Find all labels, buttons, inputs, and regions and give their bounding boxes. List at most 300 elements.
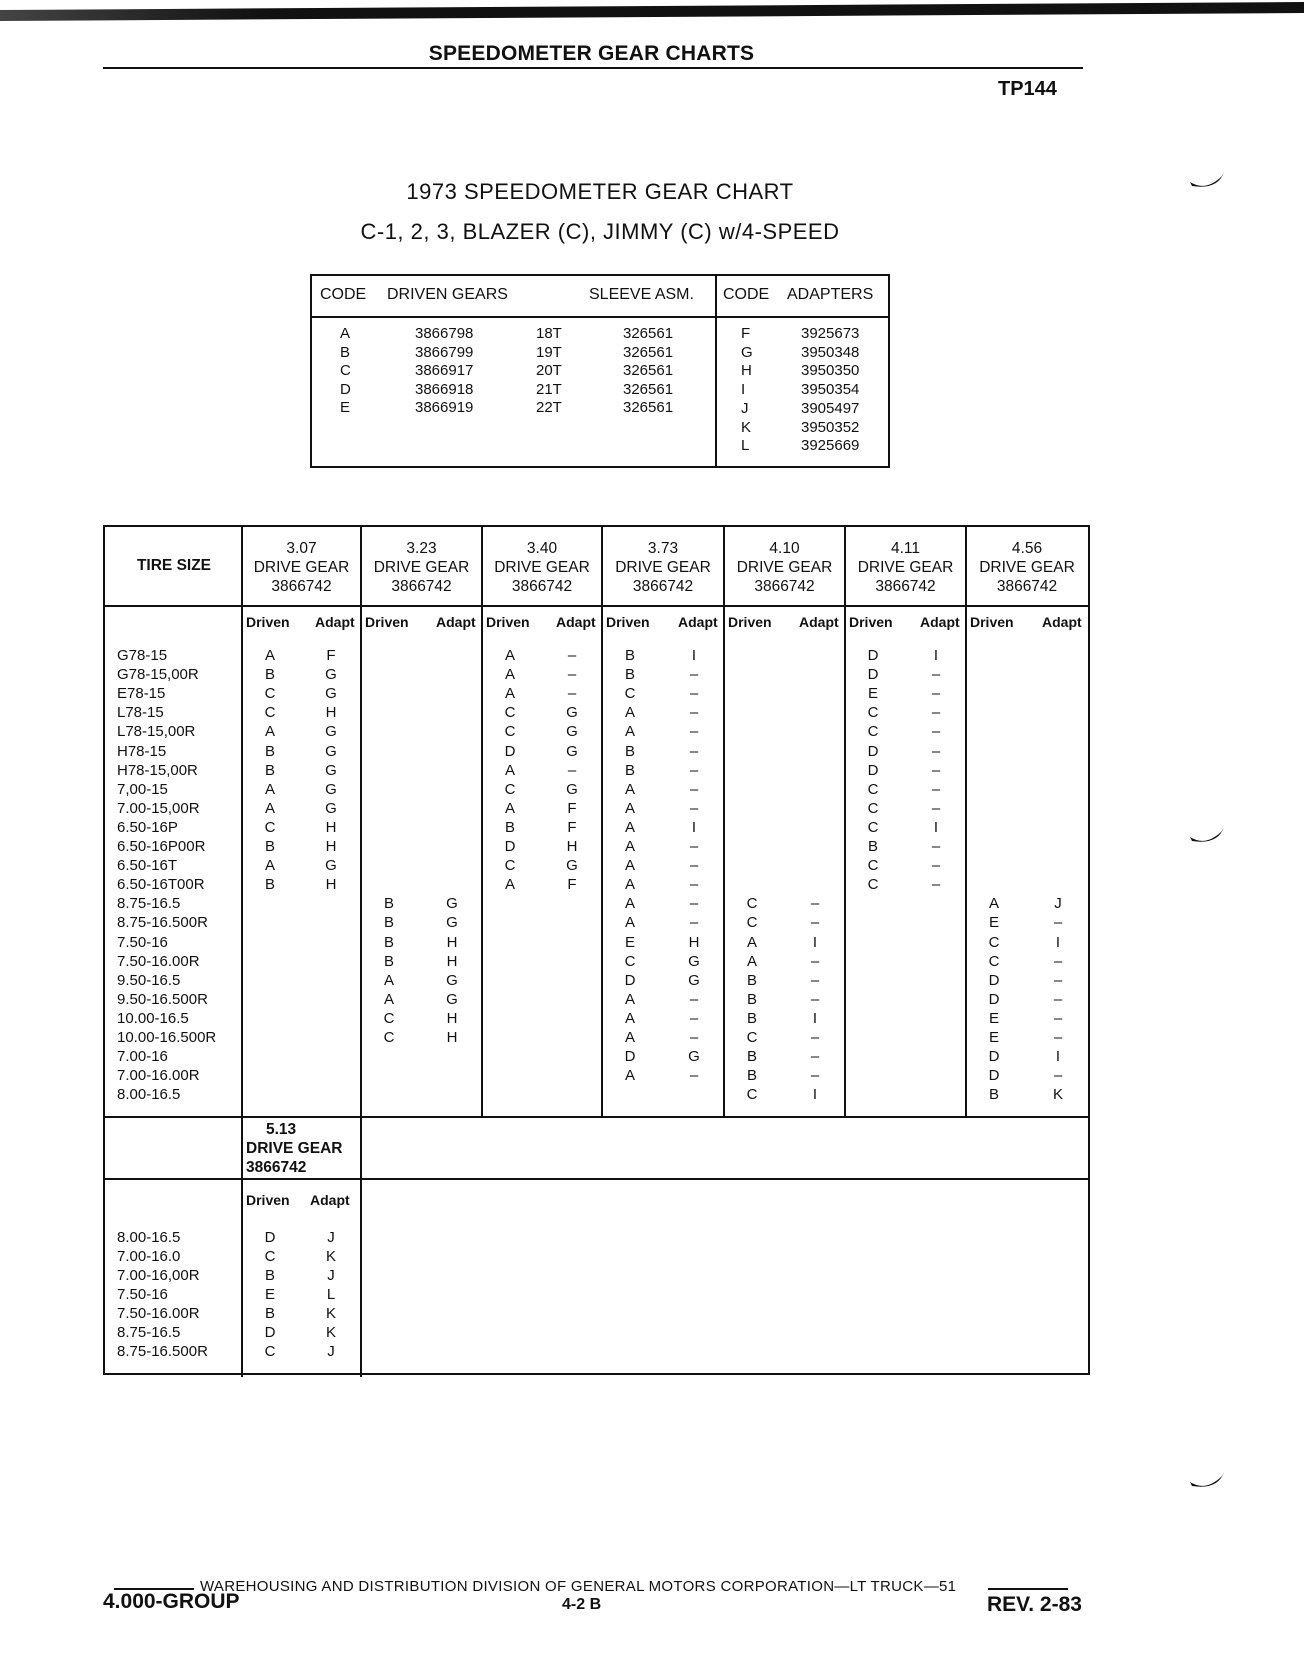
- driven-code-cell: C: [746, 1029, 758, 1046]
- adapt-subheader: Adapt: [556, 614, 596, 630]
- driven-code-cell: B: [504, 818, 515, 836]
- driven-code-cell: B: [624, 647, 635, 664]
- tire-size: 7.50-16.00R: [117, 1305, 200, 1322]
- driven-code-cell: B: [264, 666, 275, 684]
- code-table-header: [312, 276, 888, 318]
- adapter-code-cell: –: [567, 685, 577, 703]
- adapter-part-number: 3950354: [801, 381, 860, 399]
- adapter-code-cell: –: [689, 685, 699, 703]
- adapt-subheader: Adapt: [315, 614, 355, 630]
- driven-subheader: Driven: [246, 1192, 290, 1208]
- sleeve-part-number: 326561: [623, 325, 674, 342]
- gear-ratio-table: [103, 525, 1090, 1375]
- adapter-code-cell: –: [689, 895, 699, 913]
- tire-size: H78-15: [117, 742, 167, 760]
- driven-code-cell: B: [383, 933, 394, 951]
- drive-gear-header: [724, 539, 845, 596]
- tire-size: 8.75-16.5: [117, 895, 181, 913]
- driven-code-cell: A: [383, 990, 394, 1008]
- driven-code: C: [340, 362, 351, 379]
- adapter-code-cell: I: [812, 933, 818, 951]
- driven-code-cell: C: [264, 818, 276, 836]
- column-divider: [360, 1116, 362, 1377]
- driven-code-cell: A: [504, 799, 515, 817]
- adapter-code-cell: –: [1053, 1009, 1063, 1027]
- header-rule: [105, 605, 1088, 607]
- tire-size: 8.00-16.5: [117, 1229, 181, 1246]
- driven-code: D: [340, 380, 351, 398]
- adapter-code: G: [741, 343, 753, 361]
- driven-code-cell: A: [264, 723, 275, 741]
- adapter-code-cell: G: [566, 704, 578, 722]
- adapter-code-cell: –: [931, 723, 941, 741]
- driven-code-cell: A: [504, 647, 515, 664]
- driven-teeth: 22T: [536, 399, 562, 416]
- driven-subheader: Driven: [728, 614, 772, 630]
- adapter-code-cell: H: [688, 933, 700, 951]
- driven-code-cell: B: [624, 742, 635, 760]
- tire-size: H78-15,00R: [117, 761, 198, 779]
- adapter-code-cell: –: [689, 799, 699, 817]
- tire-size: 9.50-16.5: [117, 971, 181, 989]
- adapter-code-cell: G: [446, 990, 458, 1008]
- tire-size: 6.50-16P: [117, 818, 178, 836]
- sleeve-part-number: 326561: [623, 343, 674, 361]
- gear-ratio: 3.23: [406, 540, 437, 557]
- driven-code-cell: A: [264, 857, 275, 875]
- driven-code-cell: B: [746, 990, 757, 1008]
- tire-size: 8.75-16.5: [117, 1324, 181, 1341]
- tire-size: G78-15,00R: [117, 666, 199, 684]
- tire-size: 9.50-16.500R: [117, 990, 208, 1008]
- tire-size: 8.75-16.500R: [117, 914, 208, 932]
- driven-code-cell: B: [264, 1267, 275, 1284]
- adapter-code-cell: –: [931, 799, 941, 817]
- adapter-code-cell: –: [1053, 1029, 1063, 1046]
- driven-code-cell: A: [624, 990, 635, 1008]
- adapt-subheader: Adapt: [920, 614, 960, 630]
- tire-size: 7.00-16,00R: [117, 1267, 200, 1284]
- driven-code-cell: B: [746, 971, 757, 989]
- column-divider: [723, 527, 725, 1116]
- footer-division: WAREHOUSING AND DISTRIBUTION DIVISION OF GENERAL MOTORS CORPORATION—LT TRUCK—51: [200, 1578, 957, 1595]
- driven-code: E: [340, 399, 351, 416]
- driven-code-cell: A: [624, 838, 635, 855]
- page-code: TP144: [998, 78, 1057, 100]
- tire-size: 8.75-16.500R: [117, 1343, 208, 1360]
- driven-code-cell: A: [624, 1009, 635, 1027]
- column-divider: [601, 527, 603, 1116]
- driven-part-number: 3866917: [415, 362, 474, 379]
- driven-code-cell: A: [746, 933, 757, 951]
- adapter-code-cell: K: [1052, 1086, 1063, 1104]
- driven-code-cell: A: [624, 704, 635, 722]
- tire-size: 7.00-16.00R: [117, 1067, 200, 1085]
- adapter-part-number: 3950348: [801, 343, 860, 361]
- driven-subheader: Driven: [606, 614, 650, 630]
- adapter-row: [717, 436, 887, 455]
- driven-teeth: 21T: [536, 380, 562, 398]
- adapter-code-cell: –: [931, 666, 941, 684]
- driven-code-cell: A: [504, 685, 515, 703]
- driven-gear-row: [312, 324, 712, 343]
- driven-part-number: 3866918: [415, 380, 474, 398]
- adapter-code-cell: K: [325, 1324, 336, 1341]
- driven-code-cell: D: [504, 742, 516, 760]
- driven-code-cell: B: [383, 952, 394, 970]
- tire-size: 7.50-16: [117, 1286, 168, 1303]
- gear-ratio: 4.10: [769, 540, 800, 557]
- adapter-code-cell: K: [325, 1305, 336, 1322]
- driven-code: B: [340, 343, 351, 361]
- driven-code-cell: C: [867, 818, 879, 836]
- adapter-code-cell: –: [689, 704, 699, 722]
- driven-code-cell: C: [867, 723, 879, 741]
- driven-code-cell: E: [988, 1009, 999, 1027]
- driven-code-cell: A: [624, 780, 635, 798]
- adapter-code-cell: –: [810, 990, 820, 1008]
- footer-rule-right: [988, 1588, 1068, 1590]
- drive-gear-label: DRIVE GEAR: [979, 559, 1075, 576]
- adapter-code-cell: J: [327, 1229, 335, 1246]
- footer-page: 4-2 B: [562, 1596, 602, 1613]
- driven-code-cell: C: [504, 780, 516, 798]
- driven-code-cell: B: [624, 761, 635, 779]
- drive-gear-label: DRIVE GEAR: [373, 559, 470, 576]
- driven-code-cell: C: [988, 952, 1000, 970]
- adapt-subheader: Adapt: [678, 614, 718, 630]
- header-rule: [103, 67, 1083, 69]
- driven-subheader: Driven: [970, 614, 1014, 630]
- tire-size: 7.50-16.00R: [117, 952, 200, 970]
- adapter-code-cell: –: [931, 761, 941, 779]
- driven-code-cell: A: [624, 876, 635, 894]
- adapter-code-cell: G: [566, 780, 578, 798]
- adapter-code-cell: –: [1053, 952, 1063, 970]
- driven-gears-header: DRIVEN GEARS: [387, 286, 508, 303]
- driven-code-cell: D: [988, 990, 1000, 1008]
- adapter-code-cell: –: [567, 647, 577, 664]
- adapter-code-cell: G: [688, 971, 700, 989]
- adapter-code-cell: J: [327, 1343, 335, 1360]
- adapter-code-cell: –: [689, 838, 699, 855]
- adapter-code-cell: H: [446, 952, 458, 970]
- driven-subheader: Driven: [365, 614, 409, 630]
- adapter-code-cell: –: [931, 838, 941, 855]
- driven-code-cell: B: [746, 1048, 757, 1066]
- sleeve-part-number: 326561: [623, 399, 674, 416]
- driven-gear-row: [312, 361, 712, 380]
- drive-gear-part: 3866742: [996, 578, 1058, 595]
- driven-code-cell: B: [264, 742, 275, 760]
- driven-code-cell: C: [624, 685, 636, 703]
- drive-gear-header: [242, 539, 361, 596]
- adapter-code-cell: I: [812, 1009, 818, 1027]
- driven-code-cell: C: [264, 685, 276, 703]
- driven-code-cell: A: [624, 857, 635, 875]
- driven-code-cell: D: [624, 1048, 636, 1066]
- adapter-code-cell: K: [325, 1248, 336, 1265]
- adapter-part-number: 3905497: [801, 399, 860, 417]
- adapter-code-cell: I: [933, 647, 939, 664]
- driven-code-cell: C: [867, 857, 879, 875]
- adapter-code-cell: H: [446, 1029, 458, 1046]
- adapter-code-cell: –: [931, 876, 941, 894]
- driven-code-cell: A: [264, 647, 275, 664]
- section-rule: [105, 1116, 1088, 1118]
- driven-code-cell: C: [624, 952, 636, 970]
- binder-hole-mark: [1188, 825, 1228, 849]
- adapters-header: ADAPTERS: [787, 286, 874, 303]
- adapter-code-cell: G: [325, 666, 337, 684]
- page-header-title: SPEEDOMETER GEAR CHARTS: [428, 42, 755, 65]
- drive-gear-label: DRIVE GEAR: [857, 559, 954, 576]
- adapter-code-cell: –: [689, 666, 699, 684]
- driven-code-cell: B: [383, 895, 394, 913]
- code-header: CODE: [320, 286, 367, 303]
- adapter-code-cell: G: [325, 723, 337, 741]
- tire-size: 8.00-16.5: [117, 1086, 181, 1104]
- driven-teeth: 18T: [536, 325, 562, 342]
- column-divider: [844, 527, 846, 1116]
- adapt-subheader: Adapt: [799, 614, 839, 630]
- sleeve-part-number: 326561: [623, 380, 674, 398]
- driven-code-cell: D: [867, 761, 879, 779]
- adapter-code-cell: F: [326, 647, 336, 664]
- adapter-code-cell: G: [688, 1048, 700, 1066]
- chart-title: 1973 SPEEDOMETER GEAR CHART: [406, 179, 794, 204]
- driven-code-cell: B: [264, 838, 275, 855]
- driven-code-cell: C: [264, 704, 276, 722]
- section2-header-rule: [105, 1178, 1088, 1180]
- gear-ratio: 5.13: [266, 1121, 297, 1138]
- adapter-code-cell: F: [567, 876, 577, 894]
- adapter-code-cell: G: [446, 895, 458, 913]
- driven-gear-row: [312, 398, 712, 417]
- tire-size: 7.00-16.0: [117, 1248, 181, 1265]
- tire-size-header: TIRE SIZE: [136, 557, 212, 574]
- tire-size: 6.50-16P00R: [117, 838, 206, 855]
- adapter-code-cell: –: [810, 952, 820, 970]
- adapter-part-number: 3950350: [801, 362, 860, 380]
- driven-code-cell: A: [624, 1029, 635, 1046]
- adapter-code-cell: –: [689, 1029, 699, 1046]
- driven-code-cell: C: [988, 933, 1000, 951]
- drive-gear-header: [602, 539, 724, 596]
- adapter-code: F: [741, 325, 751, 342]
- driven-code-cell: B: [988, 1086, 999, 1104]
- driven-code-cell: C: [867, 876, 879, 894]
- driven-code-cell: D: [988, 1048, 1000, 1066]
- adapter-code-cell: G: [446, 914, 458, 932]
- adapter-row: [717, 324, 887, 343]
- driven-code-cell: E: [264, 1286, 275, 1303]
- driven-code-cell: B: [867, 838, 878, 855]
- adapter-code-cell: –: [689, 1067, 699, 1085]
- adapter-code-cell: G: [325, 799, 337, 817]
- driven-code-cell: E: [624, 933, 635, 951]
- driven-code-cell: A: [504, 876, 515, 894]
- footer-group: 4.000-GROUP: [103, 1590, 240, 1613]
- adapter-code-cell: G: [566, 742, 578, 760]
- column-divider: [965, 527, 967, 1116]
- driven-code-cell: D: [867, 742, 879, 760]
- driven-gear-row: [312, 380, 712, 399]
- adapter-code-cell: J: [1054, 895, 1062, 913]
- driven-code-cell: A: [624, 723, 635, 741]
- adapter-code-cell: G: [325, 685, 337, 703]
- adapter-code-cell: –: [931, 857, 941, 875]
- gear-ratio: 4.56: [1011, 540, 1043, 557]
- driven-code-cell: D: [624, 971, 636, 989]
- driven-subheader: Driven: [486, 614, 530, 630]
- driven-teeth: 20T: [536, 362, 562, 379]
- driven-part-number: 3866799: [415, 343, 474, 361]
- adapter-code-cell: –: [689, 780, 699, 798]
- adapter-code-cell: H: [325, 818, 337, 836]
- adapter-code-cell: –: [810, 895, 820, 913]
- adapter-code-cell: G: [325, 742, 337, 760]
- driven-code-cell: D: [504, 838, 516, 855]
- driven-part-number: 3866798: [415, 325, 474, 342]
- adapter-code-cell: I: [1055, 933, 1061, 951]
- adapter-code-cell: L: [326, 1286, 336, 1303]
- adapter-code-cell: –: [810, 1048, 820, 1066]
- driven-code-cell: E: [867, 685, 878, 703]
- driven-code-cell: D: [988, 1067, 1000, 1085]
- adapter-row: [717, 418, 887, 437]
- adapter-row: [717, 361, 887, 380]
- adapter-code-cell: H: [325, 838, 337, 855]
- driven-teeth: 19T: [536, 343, 562, 361]
- drive-gear-header: [966, 539, 1088, 596]
- adapter-code-cell: G: [688, 952, 700, 970]
- column-divider: [481, 527, 483, 1116]
- driven-code-cell: C: [867, 780, 879, 798]
- adapter-row: [717, 399, 887, 418]
- driven-code-cell: B: [383, 914, 394, 932]
- code-table: [310, 274, 890, 468]
- gear-ratio: 4.11: [890, 540, 921, 557]
- adapter-code-cell: –: [689, 990, 699, 1008]
- adapt-subheader: Adapt: [436, 614, 476, 630]
- adapter-code: I: [741, 381, 746, 399]
- adapter-code-cell: I: [812, 1086, 818, 1104]
- adapter-code-cell: I: [933, 818, 939, 836]
- adapter-code-cell: H: [325, 876, 337, 894]
- adapter-code-cell: –: [689, 857, 699, 875]
- adapter-code: H: [741, 362, 752, 380]
- driven-code-cell: C: [504, 704, 516, 722]
- column-divider: [241, 527, 243, 1377]
- code2-header: CODE: [723, 286, 770, 303]
- driven-code-cell: C: [867, 799, 879, 817]
- adapter-code-cell: –: [931, 704, 941, 722]
- adapter-code-cell: G: [446, 971, 458, 989]
- adapter-code-cell: –: [689, 723, 699, 741]
- drive-gear-header: [361, 539, 482, 596]
- adapter-code-cell: –: [689, 876, 699, 894]
- top-scan-bar: [0, 2, 1304, 21]
- binder-hole-mark: [1188, 1470, 1228, 1494]
- sleeve-header: SLEEVE ASM.: [589, 286, 694, 303]
- adapter-code-cell: –: [567, 666, 577, 684]
- adapter-code-cell: –: [689, 1009, 699, 1027]
- driven-code-cell: A: [624, 914, 635, 932]
- adapter-code-cell: –: [810, 1067, 820, 1085]
- driven-code-cell: D: [264, 1324, 276, 1341]
- tire-size: E78-15: [117, 685, 166, 703]
- driven-code-cell: A: [624, 895, 635, 913]
- adapter-row: [717, 380, 887, 399]
- driven-code-cell: A: [624, 1067, 635, 1085]
- driven-code-cell: A: [624, 818, 635, 836]
- driven-part-number: 3866919: [415, 399, 474, 416]
- driven-code-cell: A: [383, 971, 394, 989]
- column-divider: [360, 527, 362, 1116]
- driven-subheader: Driven: [849, 614, 893, 630]
- driven-code-cell: E: [988, 914, 999, 932]
- driven-code-cell: C: [264, 1248, 276, 1265]
- adapter-code-cell: H: [566, 838, 578, 855]
- tire-size: 7.00-16: [117, 1048, 168, 1066]
- driven-code-cell: C: [746, 1086, 758, 1104]
- driven-code-cell: A: [988, 895, 999, 913]
- driven-code-cell: D: [988, 971, 1000, 989]
- driven-code-cell: C: [867, 704, 879, 722]
- driven-code-cell: B: [746, 1009, 757, 1027]
- adapter-code-cell: G: [566, 857, 578, 875]
- drive-gear-part: 3866742: [391, 578, 452, 595]
- drive-gear-header: [242, 1120, 361, 1177]
- tire-size: 7.00-15,00R: [117, 799, 200, 817]
- driven-code-cell: A: [264, 799, 275, 817]
- driven-code-cell: B: [264, 761, 275, 779]
- driven-code-cell: B: [746, 1067, 757, 1085]
- adapter-code-cell: F: [567, 818, 577, 836]
- driven-code-cell: C: [383, 1029, 395, 1046]
- tire-size: 10.00-16.500R: [117, 1029, 217, 1046]
- driven-code-cell: D: [867, 647, 879, 664]
- adapter-code-cell: H: [446, 933, 458, 951]
- driven-subheader: Driven: [246, 614, 290, 630]
- drive-gear-header: [482, 539, 602, 596]
- tire-size: 7,00-15: [117, 780, 168, 798]
- sleeve-part-number: 326561: [623, 362, 674, 379]
- adapter-code-cell: G: [325, 857, 337, 875]
- adapter-code-cell: –: [810, 914, 820, 932]
- adapter-code-cell: G: [566, 723, 578, 741]
- gear-ratio: 3.07: [286, 540, 317, 557]
- drive-gear-part: 3866742: [271, 578, 332, 595]
- adapter-code-cell: –: [931, 780, 941, 798]
- adapter-code-cell: –: [689, 761, 699, 779]
- drive-gear-part: 3866742: [511, 578, 573, 595]
- adapter-code-cell: –: [1053, 990, 1063, 1008]
- adapter-part-number: 3950352: [801, 418, 860, 436]
- adapter-code-cell: –: [931, 742, 941, 760]
- footer-revision: REV. 2-83: [987, 1593, 1082, 1616]
- driven-code-cell: A: [624, 799, 635, 817]
- adapter-code-cell: I: [1055, 1048, 1061, 1066]
- adapter-code-cell: H: [325, 704, 337, 722]
- adapter-code-cell: H: [446, 1009, 458, 1027]
- tire-size: 7.50-16: [117, 933, 168, 951]
- drive-gear-label: DRIVE GEAR: [615, 559, 711, 576]
- adapter-code-cell: G: [325, 780, 337, 798]
- adapter-code-cell: G: [325, 761, 337, 779]
- driven-code-cell: B: [264, 876, 275, 894]
